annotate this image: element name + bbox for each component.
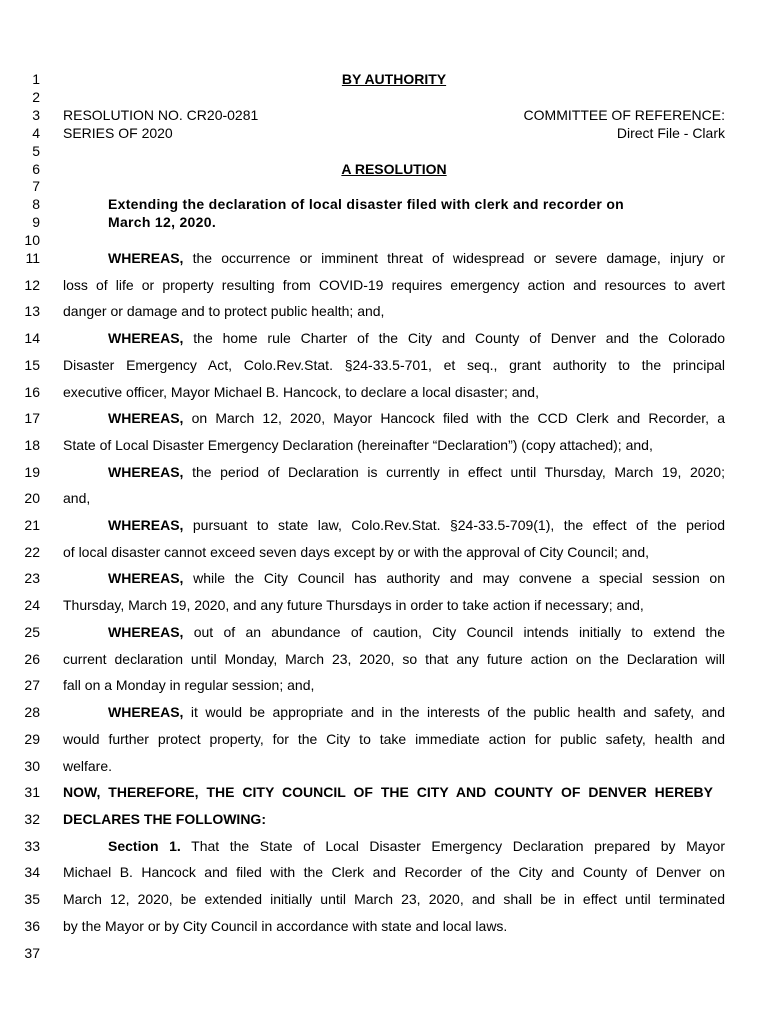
- resolution-number: RESOLUTION NO. CR20-0281: [63, 107, 259, 123]
- paragraph-line-25: [108, 624, 725, 640]
- line-number: 30: [24, 758, 40, 774]
- paragraph-line-29: would further protect property, for the City to take immediate action for public safety, health and: [63, 731, 725, 747]
- line-number: 14: [24, 330, 40, 346]
- line-number: 25: [24, 624, 40, 640]
- whereas-label: WHEREAS,: [108, 704, 184, 720]
- paragraph-line-22: of local disaster cannot exceed seven days except by or with the approval of City Council; and,: [63, 544, 649, 560]
- line-number: 27: [24, 677, 40, 693]
- line-number: 29: [24, 731, 40, 747]
- text-span: pursuant to state law, Colo.Rev.Stat. §24-33.5-709(1), the effect of the period: [183, 517, 725, 533]
- paragraph-line-33: [108, 838, 725, 854]
- line-number: 2: [32, 89, 40, 105]
- text-span: the period of Declaration is currently in effect until Thursday, March 19, 2020;: [183, 464, 725, 480]
- paragraph-line-17: [108, 410, 725, 426]
- whereas-label: WHEREAS,: [108, 330, 184, 346]
- text-span: while the City Council has authority and may convene a special session on: [183, 570, 725, 586]
- line-number: 28: [24, 704, 40, 720]
- paragraph-line-36: by the Mayor or by City Council in accordance with state and local laws.: [63, 918, 508, 934]
- whereas-label: WHEREAS,: [108, 624, 184, 640]
- line-number: 4: [32, 125, 40, 141]
- line-number: 12: [24, 277, 40, 293]
- paragraph-line-27: fall on a Monday in regular session; and,: [63, 677, 315, 693]
- paragraph-line-23: [108, 570, 725, 586]
- line-number: 24: [24, 597, 40, 613]
- line-number: 16: [24, 384, 40, 400]
- line-number: 13: [24, 303, 40, 319]
- line-number: 17: [24, 410, 40, 426]
- paragraph-line-35: March 12, 2020, be extended initially until March 23, 2020, and shall be in effect until terminated: [63, 891, 725, 907]
- text-span: on March 12, 2020, Mayor Hancock filed with the CCD Clerk and Recorder, a: [183, 410, 725, 426]
- paragraph-line-18: State of Local Disaster Emergency Declaration (hereinafter “Declaration”) (copy attached); and,: [63, 437, 653, 453]
- line-number: 31: [24, 784, 40, 800]
- paragraph-line-16: executive officer, Mayor Michael B. Hancock, to declare a local disaster; and,: [63, 384, 539, 400]
- line-number: 19: [24, 464, 40, 480]
- text-span: out of an abundance of caution, City Council intends initially to extend the: [183, 624, 725, 640]
- paragraph-line-13: danger or damage and to protect public health; and,: [63, 303, 385, 319]
- line-number: 21: [24, 517, 40, 533]
- paragraph-line-26: current declaration until Monday, March 23, 2020, so that any future action on the Declaration will: [63, 651, 725, 667]
- line-number: 18: [24, 437, 40, 453]
- line-number: 10: [24, 232, 40, 248]
- paragraph-line-21: [108, 517, 725, 533]
- paragraph-line-32: DECLARES THE FOLLOWING:: [63, 811, 266, 827]
- line-number: 6: [32, 161, 40, 177]
- line-number: 8: [32, 196, 40, 212]
- committee-label: COMMITTEE OF REFERENCE:: [523, 107, 725, 123]
- line-number: 23: [24, 570, 40, 586]
- paragraph-line-24: Thursday, March 19, 2020, and any future Thursdays in order to take action if necessary; and,: [63, 597, 644, 613]
- line-number: 9: [32, 214, 40, 230]
- paragraph-line-20: and,: [63, 490, 91, 506]
- line-number: 5: [32, 143, 40, 159]
- section-label: Section 1.: [108, 838, 181, 854]
- whereas-label: WHEREAS,: [108, 517, 184, 533]
- whereas-label: WHEREAS,: [108, 570, 184, 586]
- paragraph-line-31: NOW, THEREFORE, THE CITY COUNCIL OF THE CITY AND COUNTY OF DENVER HEREBY: [63, 784, 713, 800]
- paragraph-line-34: Michael B. Hancock and filed with the Clerk and Recorder of the City and County of Denver on: [63, 864, 725, 880]
- line-number: 34: [24, 864, 40, 880]
- paragraph-line-19: [108, 464, 725, 480]
- resolution-series: SERIES OF 2020: [63, 125, 173, 141]
- whereas-label: WHEREAS,: [108, 464, 184, 480]
- caption-line-1: Extending the declaration of local disaster filed with clerk and recorder on: [108, 196, 625, 212]
- paragraph-line-12: loss of life or property resulting from COVID-19 requires emergency action and resources to avert: [63, 277, 725, 293]
- text-span: That the State of Local Disaster Emergency Declaration prepared by Mayor: [180, 838, 725, 854]
- line-number: 11: [25, 250, 40, 266]
- line-number: 20: [24, 490, 40, 506]
- caption-line-2: March 12, 2020.: [108, 214, 217, 230]
- paragraph-line-15: Disaster Emergency Act, Colo.Rev.Stat. §24-33.5-701, et seq., grant authority to the principal: [63, 357, 725, 373]
- line-number: 22: [24, 544, 40, 560]
- line-number: 33: [24, 838, 40, 854]
- line-number: 32: [24, 811, 40, 827]
- paragraph-line-14: [108, 330, 725, 346]
- committee-value: Direct File - Clark: [616, 125, 725, 141]
- text-span: the home rule Charter of the City and County of Denver and the Colorado: [183, 330, 725, 346]
- line-number: 3: [32, 107, 40, 123]
- whereas-label: WHEREAS,: [108, 410, 184, 426]
- paragraph-line-30: welfare.: [63, 758, 113, 774]
- line-number: 15: [24, 357, 40, 373]
- line-number: 37: [24, 945, 40, 961]
- line-number: 35: [24, 891, 40, 907]
- line-number: 1: [32, 71, 40, 87]
- resolution-title: A RESOLUTION: [341, 161, 447, 177]
- line-number: 26: [24, 651, 40, 667]
- line-number: 7: [32, 178, 40, 194]
- line-number: 36: [24, 918, 40, 934]
- whereas-label: WHEREAS,: [108, 250, 184, 266]
- paragraph-line-11: [108, 250, 725, 266]
- paragraph-line-28: [108, 704, 725, 720]
- by-authority-heading: BY AUTHORITY: [341, 71, 447, 87]
- text-span: the occurrence or imminent threat of widespread or severe damage, injury or: [183, 250, 725, 266]
- text-span: it would be appropriate and in the interests of the public health and safety, and: [183, 704, 725, 720]
